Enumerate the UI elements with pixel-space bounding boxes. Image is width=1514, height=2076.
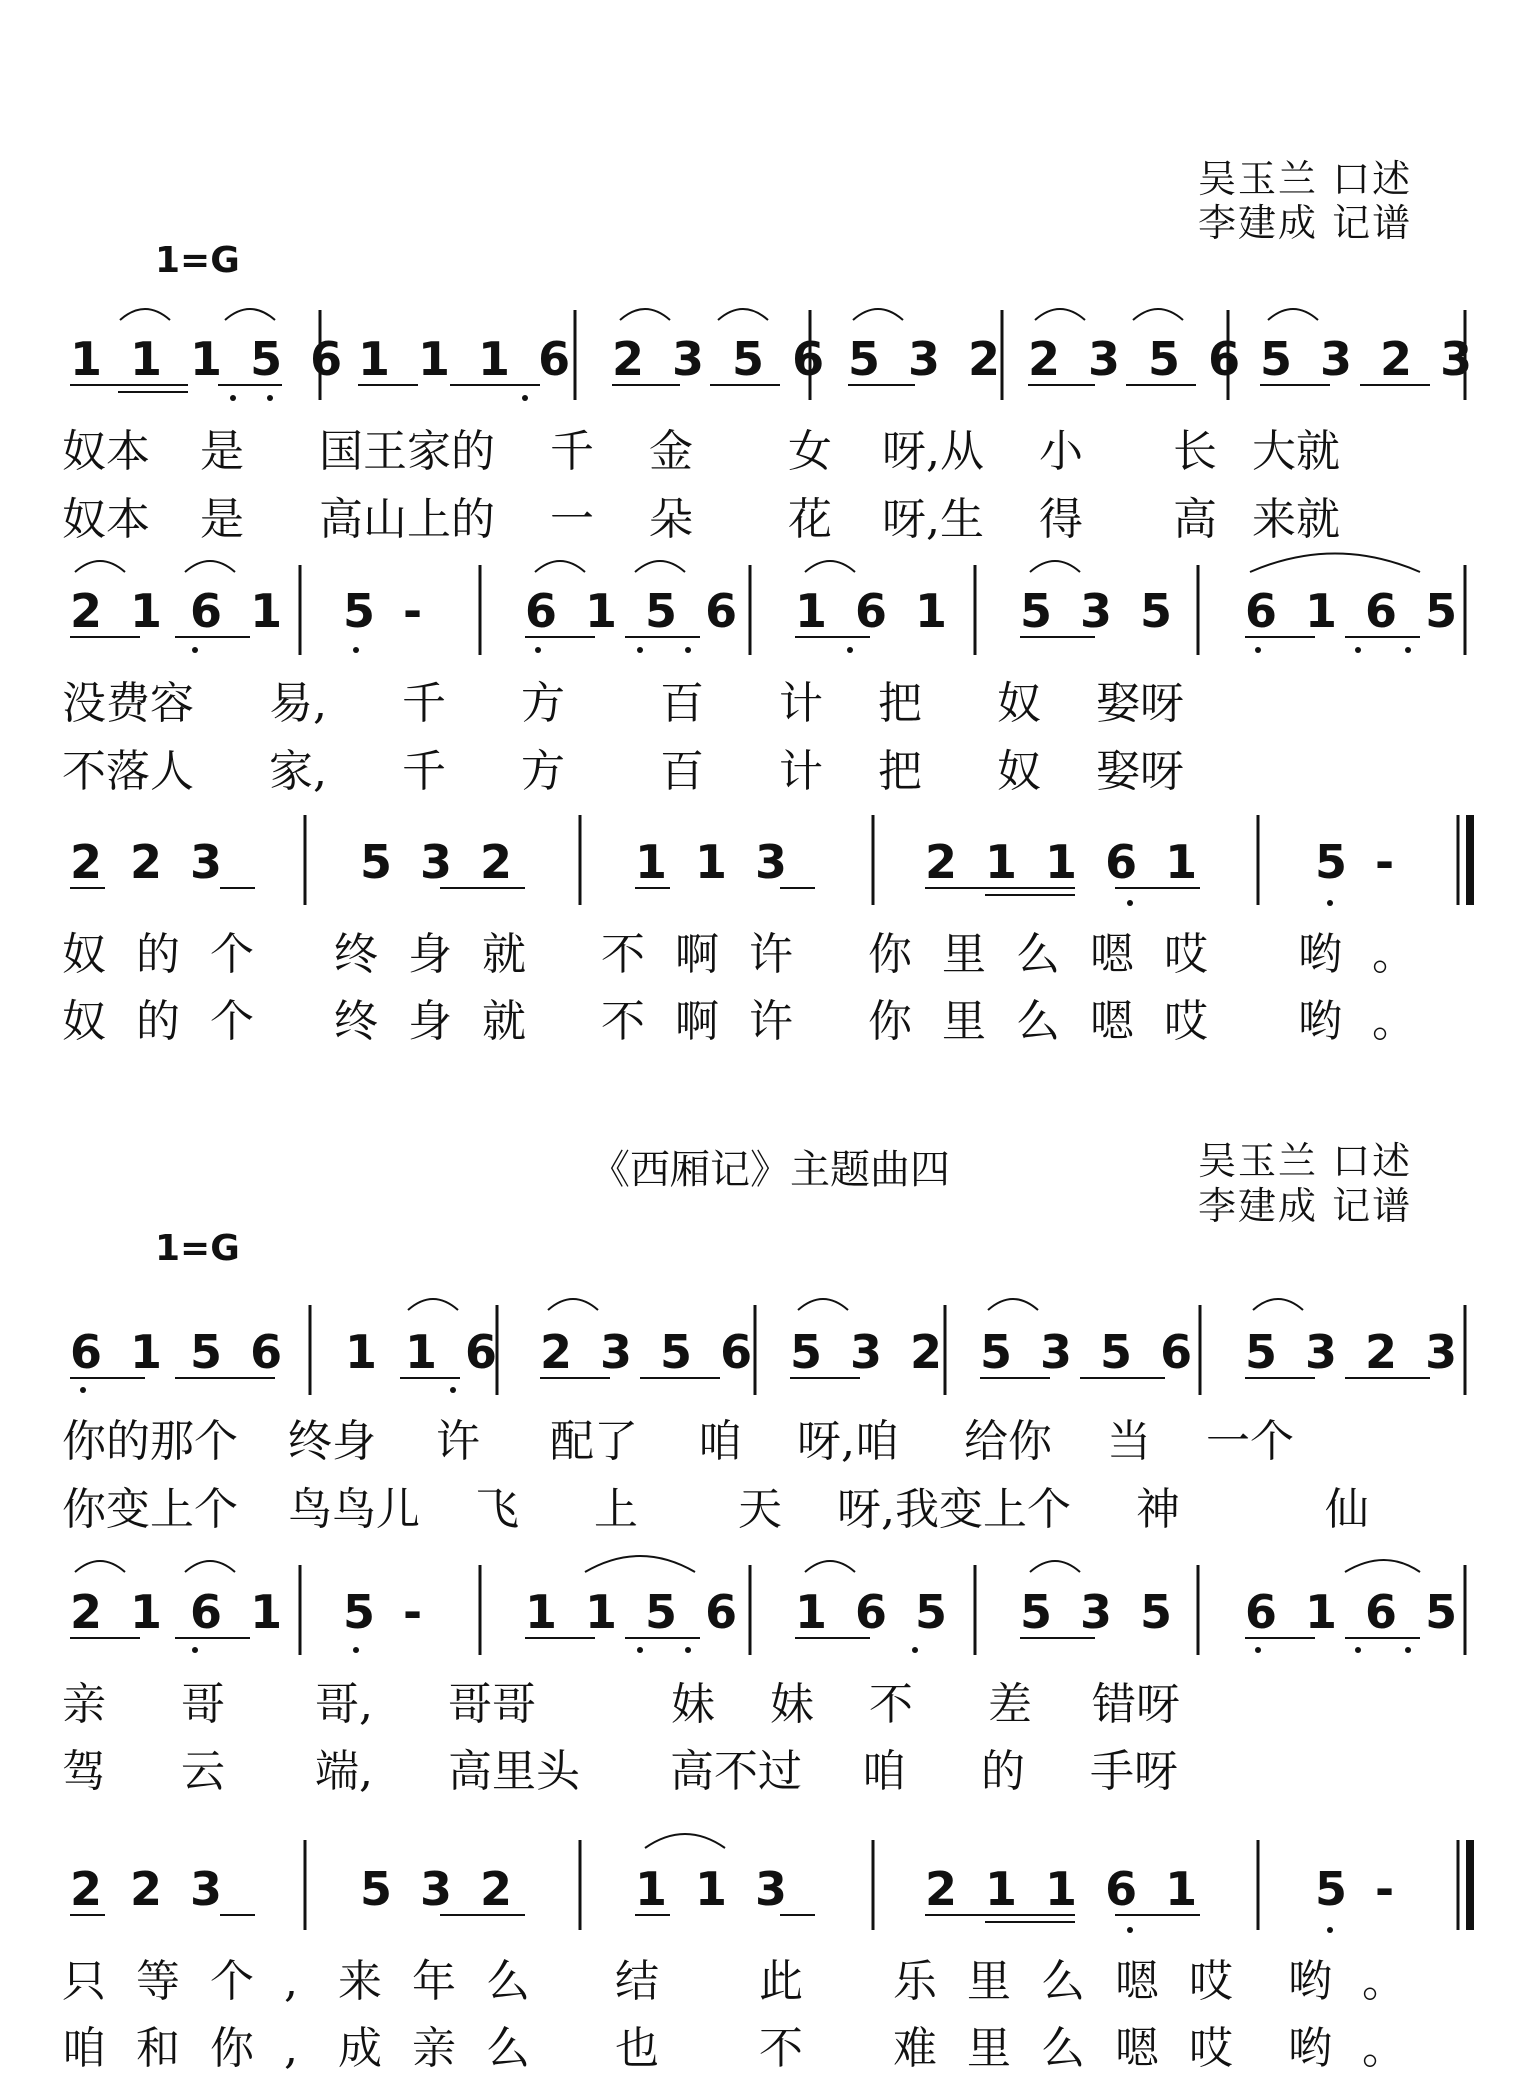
song1-s2-m3: 6 1 5 6 xyxy=(525,584,744,638)
song2-s1-m5: 5 3 5 6 xyxy=(980,1325,1199,1379)
song2-system-3 xyxy=(70,1862,1400,1916)
song2-title: 《西厢记》主题曲四 xyxy=(590,1147,950,1193)
song2-s3-m2: 5 3 2 xyxy=(360,1862,519,1916)
song2-s3-octave-dots xyxy=(1127,1927,1333,1933)
song2-s2-m6: 6 1 6 5 xyxy=(1245,1585,1464,1639)
song1-s3-m1: 2 2 3 xyxy=(70,835,229,889)
song1-s1-m4: 5 3 2 xyxy=(848,332,1007,386)
song1-s2-octave-dots xyxy=(192,647,1411,653)
song1-s1-lyric-line2: 奴本 是 高山上的 一 朵 花 呀,生 得 高 来就 xyxy=(62,494,1340,545)
song2-s3-m1: 2 2 3 xyxy=(70,1862,229,1916)
song1-s3-m3: 1 1 3 xyxy=(635,835,794,889)
song2-s1-octave-dots xyxy=(80,1387,456,1393)
song2-system-2 xyxy=(70,1585,1463,1639)
song1-s2-m6: 6 1 6 5 xyxy=(1245,584,1464,638)
song1-s1-m5: 2 3 5 6 xyxy=(1028,332,1247,386)
song1-credit-narrator: 吴玉兰 口述 xyxy=(1198,157,1413,201)
song1-credit-transcriber: 李建成 记谱 xyxy=(1198,201,1413,245)
song1-s3-underlines xyxy=(70,888,1200,895)
song1-s2-lyric-line2: 不落人 家, 千 方 百 计 把 奴 娶呀 xyxy=(62,746,1184,797)
song2-s3-m3: 1 1 3 xyxy=(635,1862,794,1916)
song2-key-signature: 1=G xyxy=(155,1228,240,1269)
song1-s1-m6: 5 3 2 3 xyxy=(1260,332,1479,386)
song1-key-signature: 1=G xyxy=(155,240,240,281)
song2-s2-m2: 5 - xyxy=(343,1585,429,1639)
song1-s3-lyric-line2: 奴的个 终身就 不啊许 你里么嗯哎 哟。 xyxy=(62,996,1446,1047)
song2-credit-narrator: 吴玉兰 口述 xyxy=(1198,1139,1413,1183)
song2-s1-m3: 2 3 5 6 xyxy=(540,1325,759,1379)
song1-s1-m2: 1 1 1 6 xyxy=(358,332,577,386)
song2-s1-lyric-line1: 你的那个 终身 许 配了 咱 呀,咱 给你 当 一个 xyxy=(62,1416,1294,1467)
song1-s3-m2: 5 3 2 xyxy=(360,835,519,889)
song2-s1-m4: 5 3 2 xyxy=(790,1325,949,1379)
song2-s2-lyric-line2: 驾 云 端, 高里头 高不过 咱 的 手呀 xyxy=(62,1746,1178,1797)
song2-s3-lyric-line2: 咱和你, 成亲么 也 不 难里么嗯哎 哟。 xyxy=(62,2023,1436,2074)
song1-system-3 xyxy=(70,835,1400,889)
song2-s3-lyric-line1: 只等个, 来年么 结 此 乐里么嗯哎 哟。 xyxy=(62,1956,1436,2007)
song2-system-1 xyxy=(70,1325,1463,1379)
song2-credit-transcriber: 李建成 记谱 xyxy=(1198,1184,1413,1228)
song2-s1-m6: 5 3 2 3 xyxy=(1245,1325,1464,1379)
song2-s2-m4: 1 6 5 xyxy=(795,1585,954,1639)
song1-s1-octave-dots xyxy=(230,395,528,401)
song2-s3-m5: 5 - xyxy=(1315,1862,1401,1916)
song1-s3-octave-dots xyxy=(1127,900,1333,906)
song2-s1-m1: 6 1 5 6 xyxy=(70,1325,289,1379)
song1-s2-m5: 5 3 5 xyxy=(1020,584,1179,638)
song2-s3-m4: 2 1 1 6 1 xyxy=(925,1862,1204,1916)
song1-s1-m3: 2 3 5 6 xyxy=(612,332,831,386)
song2-s2-m5: 5 3 5 xyxy=(1020,1585,1179,1639)
song2-s2-octave-dots xyxy=(192,1647,1411,1653)
song1-system-2 xyxy=(70,584,1463,638)
song2-s1-lyric-line2: 你变上个 鸟鸟儿 飞 上 天 呀,我变上个 神 仙 xyxy=(62,1484,1369,1535)
song2-s2-lyric-line1: 亲 哥 哥, 哥哥 妹 妹 不 差 错呀 xyxy=(62,1679,1180,1730)
song2-s2-m1: 2 1 6 1 xyxy=(70,1585,289,1639)
song1-s2-m2: 5 - xyxy=(343,584,429,638)
song1-s2-m1: 2 1 6 1 xyxy=(70,584,289,638)
song1-s3-lyric-line1: 奴的个 终身就 不啊许 你里么嗯哎 哟。 xyxy=(62,929,1446,980)
song1-s2-m4: 1 6 1 xyxy=(795,584,954,638)
song1-s3-m5: 5 - xyxy=(1315,835,1401,889)
song1-s1-lyric-line1: 奴本 是 国王家的 千 金 女 呀,从 小 长 大就 xyxy=(62,426,1340,477)
song2-s1-m2: 1 1 6 xyxy=(345,1325,504,1379)
song1-s3-m4: 2 1 1 6 1 xyxy=(925,835,1204,889)
song1-system-1 xyxy=(70,332,1478,386)
song1-s2-lyric-line1: 没费容 易, 千 方 百 计 把 奴 娶呀 xyxy=(62,678,1184,729)
song2-s2-m3: 1 1 5 6 xyxy=(525,1585,744,1639)
song1-s1-m1: 1 1 1 5 6 xyxy=(70,332,349,386)
